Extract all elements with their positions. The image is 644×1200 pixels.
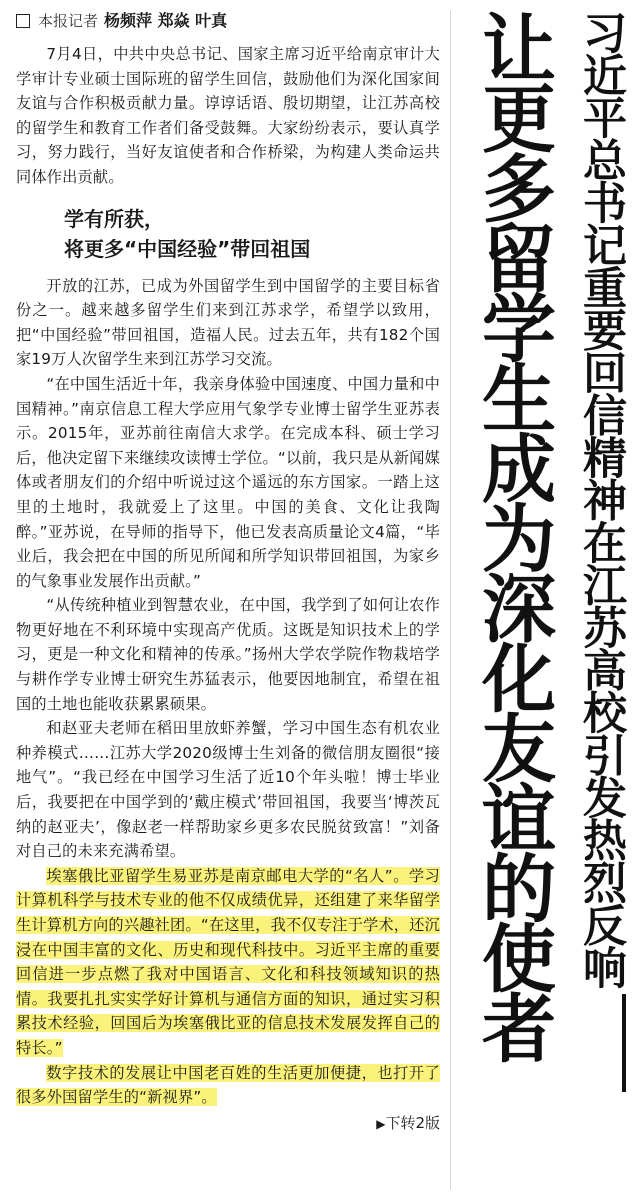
subhead-line-2: 将更多“中国经验”带回祖国 (64, 236, 311, 261)
em-dash (622, 994, 626, 1092)
intro-paragraph: 7月4日，中共中央总书记、国家主席习近平给南京审计大学审计专业硕士国际班的留学生回信，鼓励他们为深化国家间友谊与合作积极贡献力量。谆谆话语、殷切期望，让江苏高校的留学生和教育工作者们备受鼓舞。大家纷纷表示，要认真学习，努力践行，当好友谊使者和合作桥梁，为构建人类命运共同体作出贡献。 (16, 45, 440, 186)
main-headline: 让更多留学生成为深化友谊的使者 (470, 10, 556, 1060)
byline-label: 本报记者 (38, 12, 99, 30)
highlighted-paragraph (16, 1061, 440, 1110)
play-arrow-icon: ▶ (376, 1116, 386, 1131)
body-paragraph: 开放的江苏，已成为外国留学生到中国留学的主要目标省份之一。越来越多留学生们来到江苏求学，希望学以致用，把“中国经验”带回祖国，造福人民。过去五年，共有182个国家19万人次留学生来到江苏学习交流。 (16, 276, 440, 369)
body-paragraph: “从传统种植业到智慧农业，在中国，我学到了如何让农作物更好地在不利环境中实现高产优质。这既是知识技术上的学习，更是一种文化和精神的传承。”扬州大学农学院作物栽培学与耕作学专业博士研究生苏猛表示，他要因地制宜，希望在祖国的土地也能收获累累硕果。 (16, 596, 440, 713)
byline-names: 杨频萍 郑焱 叶真 (104, 11, 228, 30)
article-column (16, 10, 440, 1195)
section-subhead (64, 204, 440, 264)
subhead-line-1: 学有所获， (64, 206, 164, 231)
square-icon (16, 14, 30, 28)
continued-on-page (16, 1112, 440, 1135)
sub-headline (566, 10, 626, 1195)
body-paragraph: “在中国生活近十年，我亲身体验中国速度、中国力量和中国精神。”南京信息工程大学应用气象学专业博士留学生亚苏表示。2015年，亚苏前往南信大求学。在完成本科、硕士学习后，他决定留下来继续攻读博士学位。“以前，我只是从新闻媒体或者朋友们的介绍中听说过这个遥远的东方国家。一踏上这里的土地时，我就爱上了这里。中国的美食、文化让我陶醉。”亚苏说，在导师的指导下，他已发表高质量论文4篇，“毕业后，我会把在中国的所见所闻和所学知识带回祖国，为家乡的气象事业发展作出贡献。” (16, 374, 440, 590)
highlighted-text: 数字技术的发展让中国老百姓的生活更加便捷，也打开了很多外国留学生的“新视界”。 (16, 1063, 440, 1107)
highlighted-paragraph (16, 864, 440, 1061)
sub-headline-text: 习近平总书记重要回信精神在江苏高校引发热烈反响 (575, 10, 626, 988)
continued-label: 下转2版 (385, 1113, 440, 1132)
byline (16, 10, 440, 32)
body-paragraph: 和赵亚夫老师在稻田里放虾养蟹，学习中国生态有机农业种养模式……江苏大学2020级博士生刘备的微信朋友圈很“接地气”。“我已经在中国学习生活了近10个年头啦！博士毕业后，我要把在中国学到的‘戴庄模式’带回祖国，我要当‘博茨瓦纳的赵亚夫’，像赵老一样帮助家乡更多农民脱贫致富！”刘备对自己的未来充满希望。 (16, 719, 440, 861)
highlighted-text: 埃塞俄比亚留学生易亚苏是南京邮电大学的“名人”。学习计算机科学与技术专业的他不仅成绩优异，还组建了来华留学生计算机方向的兴趣社团。“在这里，我不仅专注于学术，还沉浸在中国丰富的文化、历史和现代科技中。习近平主席的重要回信进一步点燃了我对中国语言、文化和科技领域知识的热情。我要扎扎实实学好计算机与通信方面的知识，通过实习积累技术经验，回国后为埃塞俄比亚的信息技术发展发挥自己的特长。” (16, 866, 440, 1057)
column-divider (450, 10, 451, 1190)
